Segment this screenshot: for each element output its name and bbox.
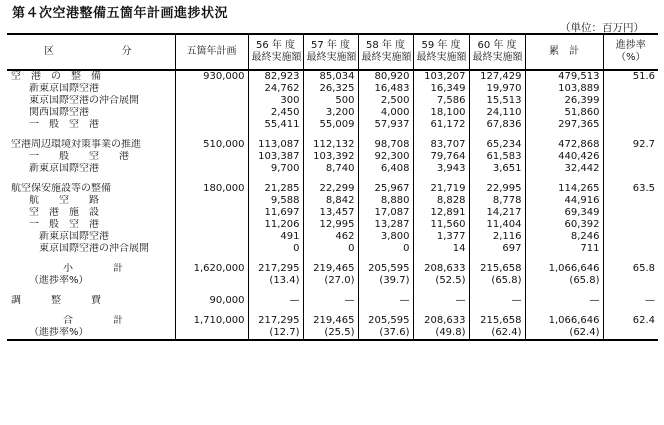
table-row [7,315,658,327]
year-value-cell: 17,087 [358,207,413,219]
year-value-cell: (49.8) [413,327,469,340]
year-value-cell: 112,132 [303,139,358,151]
year-value-cell: 12,995 [303,219,358,231]
cumulative-cell: 44,916 [525,195,603,207]
page-title: 第４次空港整備五箇年計画進捗状況 [12,6,229,21]
row-label: 航 空 路 [7,195,175,207]
header-progress-line2: （%） [615,52,646,63]
header-progress [603,34,658,70]
year-value-cell: 15,513 [469,95,525,107]
year-value-cell: 215,658 [469,315,525,327]
year-value-cell: — [303,295,358,307]
cumulative-cell: 1,066,646 [525,315,603,327]
spacer-cell [303,287,358,295]
header-year-57-line1: 57 年 度 [310,40,351,51]
year-value-cell: 215,658 [469,263,525,275]
row-label: 新東京国際空港 [7,163,175,175]
table-row [7,83,658,95]
year-value-cell: 14 [413,243,469,255]
spacer-cell [358,287,413,295]
year-value-cell: (65.8) [469,275,525,287]
year-value-cell: 3,200 [303,107,358,119]
spacer-row [7,307,658,315]
table-row [7,119,658,131]
plan-cell [175,107,248,119]
year-value-cell: 67,836 [469,119,525,131]
progress-rate-cell [603,327,658,340]
year-value-cell: — [413,295,469,307]
spacer-cell [7,307,175,315]
plan-cell [175,151,248,163]
spacer-cell [248,287,303,295]
spacer-cell [525,255,603,263]
plan-cell [175,243,248,255]
table-row [7,163,658,175]
year-value-cell: 9,700 [248,163,303,175]
spacer-cell [413,287,469,295]
year-value-cell: — [248,295,303,307]
year-value-cell: — [358,295,413,307]
year-value-cell: 21,285 [248,183,303,195]
table-row [7,207,658,219]
progress-rate-cell [603,231,658,243]
spacer-cell [303,307,358,315]
year-value-cell: 18,100 [413,107,469,119]
table-body [7,34,658,340]
header-year-59-line1: 59 年 度 [421,40,461,51]
spacer-cell [603,131,658,139]
plan-cell [175,195,248,207]
row-label: 一 般 空 港 [7,219,175,231]
cumulative-cell: 472,868 [525,139,603,151]
cumulative-cell: 297,365 [525,119,603,131]
table-row [7,243,658,255]
table-row [7,275,658,287]
row-label: 調 整 費 [7,295,175,307]
progress-rate-cell: 63.5 [632,183,655,194]
year-value-cell: (27.0) [303,275,358,287]
cumulative-cell: (62.4) [525,327,603,340]
year-value-cell: 11,206 [248,219,303,231]
year-value-cell: (52.5) [413,275,469,287]
spacer-cell [469,307,525,315]
progress-rate-cell [603,151,658,163]
row-label: 空 港 施 設 [7,207,175,219]
year-value-cell: 80,920 [358,70,413,83]
spacer-cell [525,307,603,315]
year-value-cell: (37.6) [358,327,413,340]
plan-cell: 90,000 [175,295,248,307]
year-value-cell: 82,923 [248,70,303,83]
row-label: 東京国際空港の沖合展開 [7,95,175,107]
header-progress-line1: 進捗率 [615,40,646,51]
row-label: 関西国際空港 [7,107,175,119]
year-value-cell: 26,325 [303,83,358,95]
year-value-cell: 24,762 [248,83,303,95]
cumulative-cell: 32,442 [525,163,603,175]
header-year-57 [303,34,358,70]
header-year-58 [358,34,413,70]
table-row [7,219,658,231]
header-year-56-line1: 56 年 度 [255,40,296,51]
table-row [7,231,658,243]
header-year-60-line2: 最終実施額 [472,52,523,63]
spacer-cell [525,175,603,183]
plan-cell [175,119,248,131]
row-label: 一 般 空 港 [7,151,175,163]
cumulative-cell: 114,265 [525,183,603,195]
year-value-cell: 3,943 [413,163,469,175]
year-value-cell: 500 [303,95,358,107]
spacer-cell [303,175,358,183]
year-value-cell: 127,429 [469,70,525,83]
header-category [7,34,175,70]
year-value-cell: 13,457 [303,207,358,219]
year-value-cell: 21,719 [413,183,469,195]
table-row [7,151,658,163]
year-value-cell: 16,483 [358,83,413,95]
year-value-cell: 61,172 [413,119,469,131]
plan-cell [175,95,248,107]
spacer-row [7,287,658,295]
progress-rate-cell: 65.8 [632,263,655,274]
year-value-cell: 0 [248,243,303,255]
row-label: 合 計 [7,315,175,327]
progress-rate-cell [603,243,658,255]
spacer-cell [303,131,358,139]
year-value-cell: 11,560 [413,219,469,231]
header-year-58-line2: 最終実施額 [361,52,412,63]
year-value-cell: 55,411 [248,119,303,131]
spacer-cell [7,287,175,295]
year-value-cell: (39.7) [358,275,413,287]
spacer-cell [7,131,175,139]
year-value-cell: 300 [248,95,303,107]
spacer-cell [358,131,413,139]
spacer-cell [603,287,658,295]
plan-cell [175,219,248,231]
year-value-cell: 11,697 [248,207,303,219]
progress-rate-cell [603,219,658,231]
progress-rate-cell: 62.4 [632,315,655,326]
table-row [7,183,658,195]
table-row [7,195,658,207]
year-value-cell: 208,633 [413,315,469,327]
spacer-cell [303,255,358,263]
spacer-cell [175,287,248,295]
plan-cell [175,231,248,243]
cumulative-cell: 51,860 [525,107,603,119]
plan-cell [175,207,248,219]
header-category-text-1: 区 [44,46,54,57]
year-value-cell: 7,586 [413,95,469,107]
cumulative-cell: 26,399 [525,95,603,107]
spacer-cell [413,307,469,315]
year-value-cell: 83,707 [413,139,469,151]
year-value-cell: 9,588 [248,195,303,207]
row-label: （進捗率%） [7,327,175,340]
year-value-cell: 217,295 [248,263,303,275]
spacer-cell [358,255,413,263]
progress-rate-cell [603,195,658,207]
year-value-cell: 25,967 [358,183,413,195]
table-row [7,95,658,107]
year-value-cell: 1,377 [413,231,469,243]
progress-rate-cell: — [645,295,655,306]
year-value-cell: 14,217 [469,207,525,219]
table-row [7,139,658,151]
year-value-cell: 61,583 [469,151,525,163]
plan-cell: 1,620,000 [175,263,248,275]
year-value-cell: 8,880 [358,195,413,207]
row-label: 新東京国際空港 [7,231,175,243]
year-value-cell: 12,891 [413,207,469,219]
cumulative-cell: 69,349 [525,207,603,219]
cumulative-cell: 711 [525,243,603,255]
cumulative-cell: 103,889 [525,83,603,95]
spacer-cell [469,287,525,295]
spacer-cell [413,131,469,139]
spacer-cell [175,307,248,315]
year-value-cell: 491 [248,231,303,243]
cumulative-cell: 1,066,646 [525,263,603,275]
spacer-cell [358,175,413,183]
year-value-cell: 3,651 [469,163,525,175]
year-value-cell: 19,970 [469,83,525,95]
table-row [7,263,658,275]
progress-rate-cell [603,163,658,175]
year-value-cell: 8,740 [303,163,358,175]
spacer-cell [413,175,469,183]
plan-cell: 510,000 [175,139,248,151]
year-value-cell: 462 [303,231,358,243]
year-value-cell: 8,778 [469,195,525,207]
year-value-cell: 0 [303,243,358,255]
year-value-cell: 85,034 [303,70,358,83]
year-value-cell: 98,708 [358,139,413,151]
year-value-cell: (62.4) [469,327,525,340]
spacer-cell [7,175,175,183]
year-value-cell: 2,450 [248,107,303,119]
year-value-cell: (25.5) [303,327,358,340]
year-value-cell: — [469,295,525,307]
year-value-cell: 208,633 [413,263,469,275]
year-value-cell: 16,349 [413,83,469,95]
year-value-cell: 4,000 [358,107,413,119]
header-year-58-line1: 58 年 度 [365,40,406,51]
row-label: 空 港 の 整 備 [7,70,175,83]
plan-cell: 930,000 [175,70,248,83]
plan-cell: 180,000 [175,183,248,195]
year-value-cell: 219,465 [303,263,358,275]
plan-cell [175,327,248,340]
progress-rate-cell [603,119,658,131]
spacer-cell [603,307,658,315]
row-label: （進捗率%） [7,275,175,287]
year-value-cell: (12.7) [248,327,303,340]
year-value-cell: 217,295 [248,315,303,327]
cumulative-cell: 440,426 [525,151,603,163]
spacer-cell [248,307,303,315]
year-value-cell: 2,500 [358,95,413,107]
spacer-row [7,131,658,139]
year-value-cell: 2,116 [469,231,525,243]
spacer-row [7,175,658,183]
spacer-cell [469,255,525,263]
plan-cell: 1,710,000 [175,315,248,327]
year-value-cell: 205,595 [358,263,413,275]
row-label: 一 般 空 港 [7,119,175,131]
table-row [7,295,658,307]
year-value-cell: 3,800 [358,231,413,243]
year-value-cell: 205,595 [358,315,413,327]
spacer-row [7,255,658,263]
year-value-cell: 79,764 [413,151,469,163]
spacer-cell [413,255,469,263]
header-year-59 [413,34,469,70]
year-value-cell: 0 [358,243,413,255]
header-year-59-line2: 最終実施額 [416,52,467,63]
header-year-56 [248,34,303,70]
spacer-cell [175,175,248,183]
cumulative-cell: 8,246 [525,231,603,243]
header-year-60-line1: 60 年 度 [477,40,517,51]
cumulative-cell: 479,513 [525,70,603,83]
year-value-cell: 697 [469,243,525,255]
spacer-cell [358,307,413,315]
year-value-cell: 22,995 [469,183,525,195]
header-year-60 [469,34,525,70]
row-label: 小 計 [7,263,175,275]
year-value-cell: 103,392 [303,151,358,163]
cumulative-cell: (65.8) [525,275,603,287]
progress-rate-cell: 92.7 [632,139,655,150]
row-label: 東京国際空港の沖合展開 [7,243,175,255]
spacer-cell [7,255,175,263]
progress-rate-cell [603,207,658,219]
year-value-cell: 103,387 [248,151,303,163]
spacer-cell [469,131,525,139]
year-value-cell: (13.4) [248,275,303,287]
year-value-cell: 57,937 [358,119,413,131]
year-value-cell: 8,842 [303,195,358,207]
year-value-cell: 11,404 [469,219,525,231]
header-year-57-line2: 最終実施額 [306,52,357,63]
table-row [7,70,658,83]
year-value-cell: 8,828 [413,195,469,207]
year-value-cell: 6,408 [358,163,413,175]
row-label: 新東京国際空港 [7,83,175,95]
year-value-cell: 219,465 [303,315,358,327]
table-row [7,327,658,340]
header-row [7,34,658,70]
spacer-cell [248,131,303,139]
plan-cell [175,275,248,287]
spacer-cell [525,287,603,295]
plan-cell [175,163,248,175]
header-cumulative: 累 計 [525,34,603,70]
progress-rate-cell [603,275,658,287]
header-plan: 五箇年計画 [175,34,248,70]
plan-table [7,33,658,341]
header-category-text-2: 分 [121,46,132,57]
row-label: 空港周辺環境対策事業の推進 [7,139,175,151]
progress-rate-cell [603,107,658,119]
spacer-cell [603,175,658,183]
unit-label: （単位：百万円） [560,22,644,34]
year-value-cell: 65,234 [469,139,525,151]
table-row [7,107,658,119]
cumulative-cell: 60,392 [525,219,603,231]
spacer-cell [525,131,603,139]
header-year-56-line2: 最終実施額 [251,52,302,63]
spacer-cell [175,255,248,263]
spacer-cell [175,131,248,139]
progress-rate-cell [603,83,658,95]
cumulative-cell: — [525,295,603,307]
year-value-cell: 13,287 [358,219,413,231]
row-label: 航空保安施設等の整備 [7,183,175,195]
spacer-cell [469,175,525,183]
spacer-cell [248,175,303,183]
progress-rate-cell: 51.6 [632,71,655,82]
year-value-cell: 22,299 [303,183,358,195]
progress-rate-cell [603,95,658,107]
plan-cell [175,83,248,95]
year-value-cell: 113,087 [248,139,303,151]
spacer-cell [603,255,658,263]
year-value-cell: 55,009 [303,119,358,131]
spacer-cell [248,255,303,263]
year-value-cell: 92,300 [358,151,413,163]
year-value-cell: 24,110 [469,107,525,119]
year-value-cell: 103,207 [413,70,469,83]
